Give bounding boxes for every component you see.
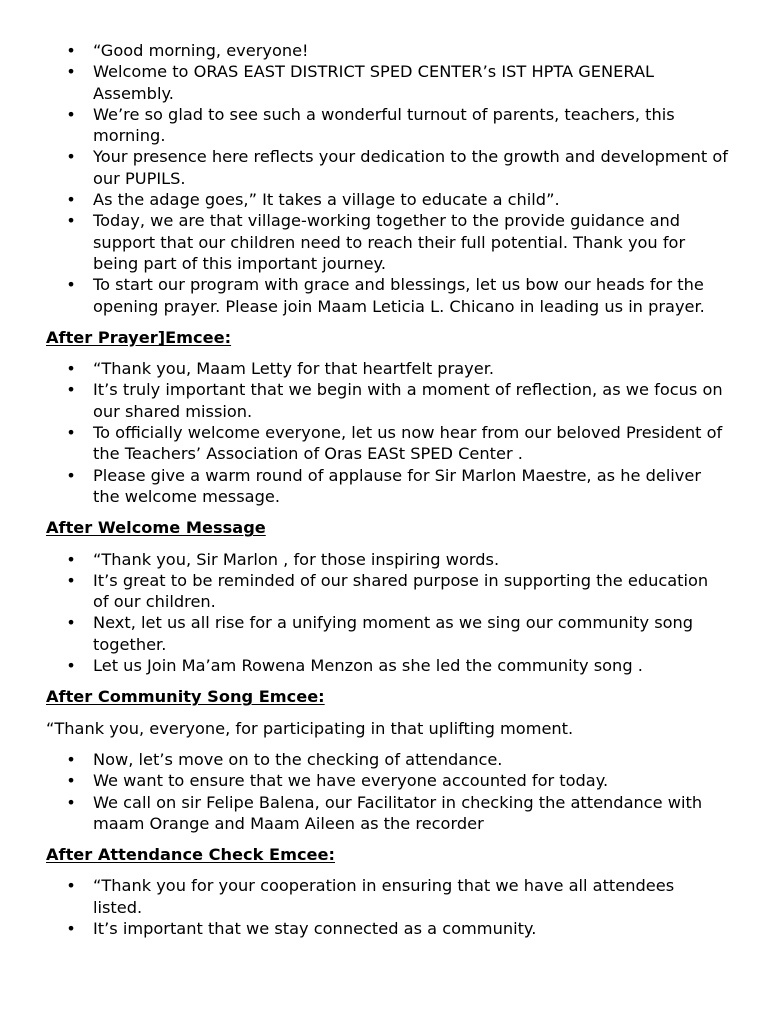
list-item-text: Your presence here reflects your dedication to the growth and development of our PUPILS. bbox=[93, 147, 728, 188]
list-item bbox=[0, 875, 768, 918]
bullet-icon: • bbox=[66, 465, 76, 485]
list-item-text: Now, let’s move on to the checking of attendance. bbox=[93, 749, 503, 769]
bullet-icon: • bbox=[66, 104, 76, 124]
list-item bbox=[0, 61, 768, 104]
spacer bbox=[0, 676, 768, 686]
list-item-text: “Thank you, Maam Letty for that heartfelt prayer. bbox=[93, 359, 495, 379]
spacer bbox=[0, 739, 768, 749]
list-item-text: It’s truly important that we begin with a moment of reflection, as we focus on our shared mission. bbox=[93, 380, 723, 421]
list-item-text: We call on sir Felipe Balena, our Facilitator in checking the attendance with maam Orange and Maam Aileen as the recorder bbox=[93, 792, 703, 833]
list-item-text: Next, let us all rise for a unifying moment as we sing our community song together. bbox=[93, 613, 694, 654]
bullet-icon: • bbox=[66, 876, 76, 896]
bullet-icon: • bbox=[66, 211, 76, 231]
spacer bbox=[0, 834, 768, 844]
bullet-icon: • bbox=[66, 62, 76, 82]
list-item bbox=[0, 146, 768, 189]
list-item-text: It’s important that we stay connected as a community. bbox=[93, 918, 537, 938]
spacer bbox=[0, 317, 768, 327]
section-heading: After Attendance Check Emcee: bbox=[46, 845, 335, 865]
list-item bbox=[0, 465, 768, 508]
bullet-icon: • bbox=[66, 771, 76, 791]
list-item bbox=[0, 770, 768, 791]
list-item bbox=[0, 189, 768, 210]
section-paragraph: “Thank you, everyone, for participating in that uplifting moment. bbox=[46, 718, 574, 738]
opening-list bbox=[0, 40, 768, 317]
after-attendance-list bbox=[0, 875, 768, 939]
section-heading: After Welcome Message bbox=[46, 518, 266, 538]
list-item-text: Today, we are that village-working together to the provide guidance and support that our children need to reach their full potential. Thank you for being part of this important journey. bbox=[93, 211, 686, 273]
bullet-icon: • bbox=[66, 656, 76, 676]
bullet-icon: • bbox=[66, 570, 76, 590]
list-item-text: To start our program with grace and blessings, let us bow our heads for the opening prayer. Please join Maam Leticia L. Chicano in leading us in prayer. bbox=[93, 275, 705, 316]
bullet-icon: • bbox=[66, 792, 76, 812]
after-welcome-list bbox=[0, 549, 768, 677]
bullet-icon: • bbox=[66, 275, 76, 295]
spacer bbox=[0, 348, 768, 358]
list-item-text: We’re so glad to see such a wonderful turnout of parents, teachers, this morning. bbox=[93, 104, 675, 146]
list-item bbox=[0, 612, 768, 655]
list-item-text: “Thank you for your cooperation in ensuring that we have all attendees listed. bbox=[93, 876, 675, 917]
section-heading: After Community Song Emcee: bbox=[46, 687, 325, 707]
list-item bbox=[0, 422, 768, 465]
bullet-icon: • bbox=[66, 380, 76, 400]
spacer bbox=[0, 507, 768, 517]
bullet-icon: • bbox=[66, 147, 76, 167]
document-page bbox=[0, 40, 768, 939]
list-item-text: “Good morning, everyone! bbox=[93, 41, 309, 60]
bullet-icon: • bbox=[66, 749, 76, 769]
list-item-text: We want to ensure that we have everyone accounted for today. bbox=[93, 771, 609, 791]
bullet-icon: • bbox=[66, 359, 76, 379]
bullet-icon: • bbox=[66, 918, 76, 938]
list-item-text: It’s great to be reminded of our shared purpose in supporting the education of our children. bbox=[93, 570, 709, 612]
after-prayer-list bbox=[0, 358, 768, 507]
list-item bbox=[0, 918, 768, 939]
list-item bbox=[0, 358, 768, 379]
bullet-icon: • bbox=[66, 190, 76, 210]
list-item bbox=[0, 40, 768, 61]
list-item bbox=[0, 655, 768, 676]
bullet-icon: • bbox=[66, 549, 76, 569]
list-item-text: To officially welcome everyone, let us now hear from our beloved President of the Teachers’ Association of Oras EASt SPED Center . bbox=[93, 423, 723, 464]
list-item bbox=[0, 549, 768, 570]
spacer bbox=[0, 865, 768, 875]
list-item bbox=[0, 792, 768, 835]
list-item bbox=[0, 104, 768, 147]
section-heading: After Prayer]Emcee: bbox=[46, 327, 232, 347]
list-item-text: “Thank you, Sir Marlon , for those inspiring words. bbox=[93, 549, 500, 569]
list-item bbox=[0, 274, 768, 317]
list-item bbox=[0, 749, 768, 770]
bullet-icon: • bbox=[66, 613, 76, 633]
spacer bbox=[0, 539, 768, 549]
bullet-icon: • bbox=[66, 41, 76, 60]
list-item-text: Let us Join Ma’am Rowena Menzon as she led the community song . bbox=[93, 656, 643, 676]
list-item bbox=[0, 210, 768, 274]
after-song-list bbox=[0, 749, 768, 834]
list-item-text: Welcome to ORAS EAST DISTRICT SPED CENTER’s IST HPTA GENERAL Assembly. bbox=[93, 62, 655, 103]
list-item bbox=[0, 379, 768, 422]
list-item bbox=[0, 570, 768, 613]
bullet-icon: • bbox=[66, 423, 76, 443]
list-item-text: As the adage goes,” It takes a village to educate a child”. bbox=[93, 190, 560, 210]
spacer bbox=[0, 708, 768, 718]
list-item-text: Please give a warm round of applause for Sir Marlon Maestre, as he deliver the welcome message. bbox=[93, 465, 702, 506]
